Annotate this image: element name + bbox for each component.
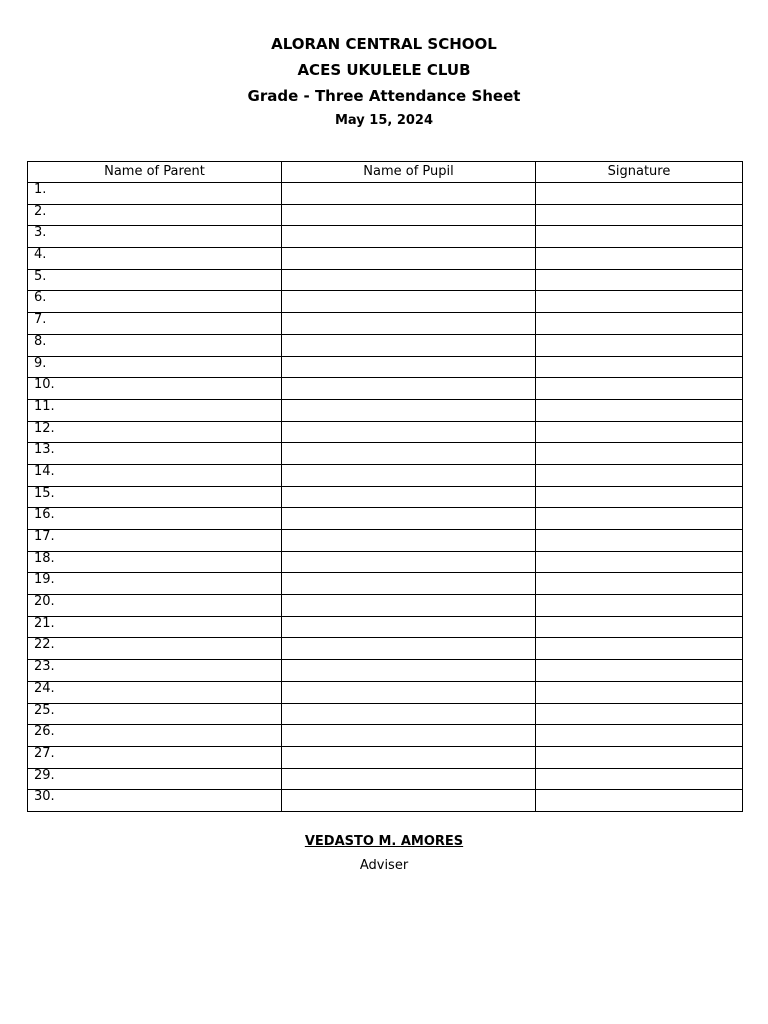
club-name: ACES UKULELE CLUB [297,61,471,79]
parent-name-cell[interactable]: 13. [28,443,282,465]
parent-name-cell[interactable]: 26. [28,725,282,747]
table-row [28,183,743,205]
pupil-name-cell[interactable] [282,204,536,226]
parent-name-cell[interactable]: 3. [28,226,282,248]
signature-cell[interactable] [536,551,743,573]
pupil-name-cell[interactable] [282,508,536,530]
signature-cell[interactable] [536,790,743,812]
pupil-name-cell[interactable] [282,638,536,660]
pupil-name-cell[interactable] [282,703,536,725]
signature-cell[interactable] [536,638,743,660]
attendance-table [27,161,743,812]
parent-name-cell[interactable]: 17. [28,530,282,552]
signature-cell[interactable] [536,421,743,443]
column-header-pupil: Name of Pupil [282,162,536,183]
signature-cell[interactable] [536,183,743,205]
table-row [28,356,743,378]
pupil-name-cell[interactable] [282,486,536,508]
parent-name-cell[interactable]: 10. [28,378,282,400]
signature-cell[interactable] [536,269,743,291]
signature-cell[interactable] [536,443,743,465]
table-row [28,226,743,248]
pupil-name-cell[interactable] [282,183,536,205]
signature-cell[interactable] [536,681,743,703]
signature-cell[interactable] [536,334,743,356]
table-row [28,551,743,573]
signature-cell[interactable] [536,378,743,400]
pupil-name-cell[interactable] [282,530,536,552]
pupil-name-cell[interactable] [282,421,536,443]
pupil-name-cell[interactable] [282,660,536,682]
pupil-name-cell[interactable] [282,551,536,573]
signature-cell[interactable] [536,248,743,270]
table-row [28,204,743,226]
sheet-title: Grade - Three Attendance Sheet [247,87,521,105]
signature-cell[interactable] [536,399,743,421]
parent-name-cell[interactable]: 9. [28,356,282,378]
pupil-name-cell[interactable] [282,681,536,703]
table-row [28,768,743,790]
parent-name-cell[interactable]: 21. [28,616,282,638]
parent-name-cell[interactable]: 27. [28,746,282,768]
parent-name-cell[interactable]: 4. [28,248,282,270]
pupil-name-cell[interactable] [282,573,536,595]
pupil-name-cell[interactable] [282,269,536,291]
pupil-name-cell[interactable] [282,226,536,248]
table-row [28,681,743,703]
parent-name-cell[interactable]: 16. [28,508,282,530]
signature-cell[interactable] [536,486,743,508]
table-row [28,746,743,768]
adviser-role: Adviser [359,858,409,873]
signature-cell[interactable] [536,508,743,530]
parent-name-cell[interactable]: 12. [28,421,282,443]
table-row [28,595,743,617]
signature-cell[interactable] [536,595,743,617]
signature-cell[interactable] [536,313,743,335]
sheet-date: May 15, 2024 [334,113,434,128]
parent-name-cell[interactable]: 19. [28,573,282,595]
table-row [28,573,743,595]
school-name: ALORAN CENTRAL SCHOOL [271,35,497,53]
table-row [28,638,743,660]
pupil-name-cell[interactable] [282,768,536,790]
table-row [28,464,743,486]
parent-name-cell[interactable]: 20. [28,595,282,617]
table-row [28,486,743,508]
parent-name-cell[interactable]: 14. [28,464,282,486]
table-row [28,616,743,638]
signature-cell[interactable] [536,530,743,552]
pupil-name-cell[interactable] [282,356,536,378]
table-row [28,725,743,747]
column-header-signature: Signature [536,162,743,183]
pupil-name-cell[interactable] [282,790,536,812]
pupil-name-cell[interactable] [282,334,536,356]
pupil-name-cell[interactable] [282,595,536,617]
parent-name-cell[interactable]: 30. [28,790,282,812]
parent-name-cell[interactable]: 11. [28,399,282,421]
table-header-row [28,162,743,183]
signature-cell[interactable] [536,746,743,768]
pupil-name-cell[interactable] [282,746,536,768]
table-row [28,443,743,465]
signature-cell[interactable] [536,725,743,747]
parent-name-cell[interactable]: 29. [28,768,282,790]
signature-cell[interactable] [536,573,743,595]
parent-name-cell[interactable]: 23. [28,660,282,682]
signature-cell[interactable] [536,356,743,378]
parent-name-cell[interactable]: 22. [28,638,282,660]
parent-name-cell[interactable]: 2. [28,204,282,226]
signature-cell[interactable] [536,768,743,790]
pupil-name-cell[interactable] [282,464,536,486]
parent-name-cell[interactable]: 5. [28,269,282,291]
adviser-name: VEDASTO M. AMORES [304,834,464,849]
signature-cell[interactable] [536,204,743,226]
pupil-name-cell[interactable] [282,291,536,313]
table-row [28,421,743,443]
parent-name-cell[interactable]: 15. [28,486,282,508]
parent-name-cell[interactable]: 6. [28,291,282,313]
signature-cell[interactable] [536,226,743,248]
table-row [28,313,743,335]
table-row [28,660,743,682]
table-row [28,508,743,530]
table-row [28,334,743,356]
signature-cell[interactable] [536,464,743,486]
parent-name-cell[interactable]: 7. [28,313,282,335]
signature-cell[interactable] [536,703,743,725]
column-header-parent: Name of Parent [28,162,282,183]
table-row [28,703,743,725]
pupil-name-cell[interactable] [282,725,536,747]
signature-cell[interactable] [536,616,743,638]
pupil-name-cell[interactable] [282,399,536,421]
table-row [28,291,743,313]
pupil-name-cell[interactable] [282,443,536,465]
parent-name-cell[interactable]: 18. [28,551,282,573]
signature-cell[interactable] [536,660,743,682]
table-row [28,269,743,291]
pupil-name-cell[interactable] [282,616,536,638]
parent-name-cell[interactable]: 25. [28,703,282,725]
parent-name-cell[interactable]: 1. [28,183,282,205]
table-row [28,790,743,812]
table-row [28,399,743,421]
pupil-name-cell[interactable] [282,248,536,270]
parent-name-cell[interactable]: 8. [28,334,282,356]
parent-name-cell[interactable]: 24. [28,681,282,703]
pupil-name-cell[interactable] [282,313,536,335]
table-row [28,378,743,400]
pupil-name-cell[interactable] [282,378,536,400]
table-row [28,530,743,552]
signature-cell[interactable] [536,291,743,313]
table-row [28,248,743,270]
